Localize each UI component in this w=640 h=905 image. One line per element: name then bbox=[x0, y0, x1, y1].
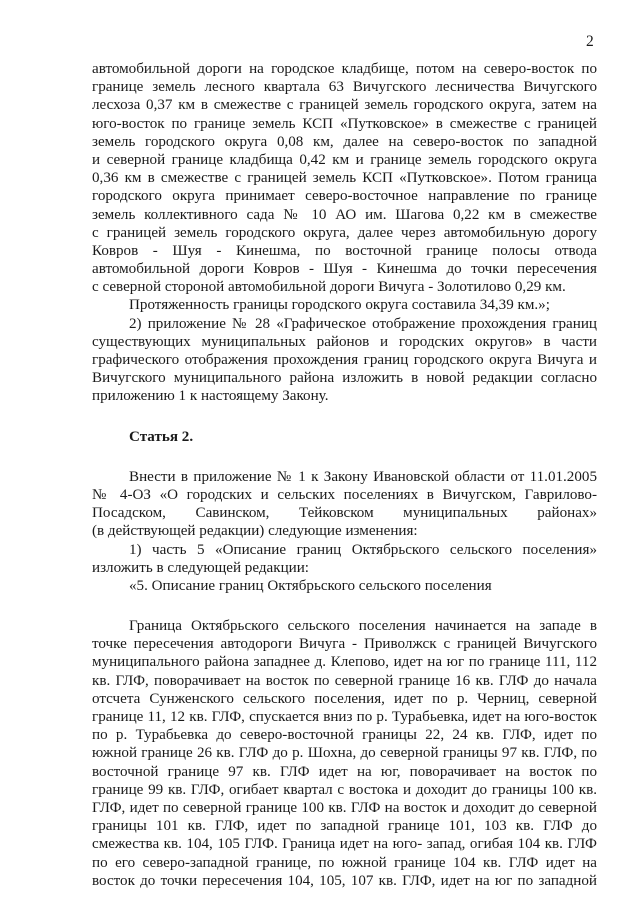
article-heading: Статья 2. bbox=[129, 428, 194, 445]
text-line: по его северо-западной границе, по южной границе 104 кв. ГЛФ идет на bbox=[92, 854, 597, 871]
text-line: (в действующей редакции) следующие изменения: bbox=[92, 523, 418, 540]
text-line: границе 11, 12 кв. ГЛФ, спускается вниз по р. Турабьевка, идет на юго-восток bbox=[92, 709, 597, 726]
text-line: восток до точки пересечения 104, 105, 107 кв. ГЛФ, идет на юг по западной bbox=[92, 872, 597, 889]
page-number: 2 bbox=[586, 33, 594, 50]
text-line: изложить в следующей редакции: bbox=[92, 559, 309, 576]
text-line: отсчета Сунженского сельского поселения, идет по р. Черниц, северной bbox=[92, 690, 597, 707]
paragraph-boundary-continuation bbox=[92, 60, 597, 296]
section-title: «5. Описание границ Октябрьского сельского поселения bbox=[129, 577, 492, 594]
text-line: 0,36 км в смежестве с границей земель КСП «Путковское». Потом граница bbox=[92, 170, 597, 187]
text-line: городского округа принимает северо-восточное направление по границе bbox=[92, 188, 597, 205]
text-line: автомобильной дороги Ковров - Шуя - Кинешма до точки пересечения bbox=[92, 261, 597, 278]
text-line: и северной границе кладбища 0,42 км и границе земель городского округа bbox=[92, 151, 597, 168]
text-line: по р. Турабьевка до северо-восточной границы 22, 24 кв. ГЛФ, идет по bbox=[92, 727, 597, 744]
paragraph-part-5 bbox=[92, 541, 597, 577]
text-line: Посадском, Савинском, Тейковском муниципальных районах» bbox=[92, 505, 597, 522]
text-line: приложению 1 к настоящему Закону. bbox=[92, 388, 329, 405]
text-line: № 4-ОЗ «О городских и сельских поселениях в Вичугском, Гаврилово- bbox=[92, 486, 597, 503]
text-line: ГЛФ, идет по северной границе 100 кв. ГЛФ на восток и доходит до северной bbox=[92, 799, 597, 816]
paragraph-item-2 bbox=[92, 315, 597, 406]
text-line: земель городского округа 0,08 км, далее на северо-восток по западной bbox=[92, 133, 597, 150]
text-line: существующих муниципальных районов и городских округов» в части bbox=[92, 333, 597, 350]
text-line: смежества кв. 104, 105 ГЛФ. Граница идет на юго- запад, огибая 104 кв. ГЛФ bbox=[92, 836, 597, 853]
text-line: границе 99 кв. ГЛФ, огибает квартал с востока и доходит до границы 100 кв. bbox=[92, 781, 597, 798]
text-line: муниципального района западнее д. Клепово, идет на юг по границе 111, 112 bbox=[92, 654, 597, 671]
text-line: графического отображения прохождения границ городского округа Вичуга и bbox=[92, 352, 597, 368]
paragraph-settlement-boundary bbox=[92, 617, 597, 890]
text-line: кв. ГЛФ, поворачивает на восток по северной границе 16 кв. ГЛФ до начала bbox=[92, 672, 597, 689]
text-line: автомобильной дороги на городское кладбище, потом на северо-восток по bbox=[92, 61, 597, 77]
text-line: юго-восток по границе земель КСП «Путковское» в смежестве с границей bbox=[92, 115, 597, 132]
text-line: восточной границе 97 кв. ГЛФ идет на юг, поворачивает на восток по bbox=[92, 763, 597, 780]
text-line: Граница Октябрьского сельского поселения начинается на западе в bbox=[129, 618, 597, 635]
text-line: Вичугского муниципального района изложить в новой редакции согласно bbox=[92, 370, 597, 387]
text-line: Внести в приложение № 1 к Закону Ивановской области от 11.01.2005 bbox=[129, 468, 597, 485]
paragraph-article-body bbox=[92, 468, 597, 541]
text-line: южной границе 26 кв. ГЛФ до р. Шохна, до северной границы 97 кв. ГЛФ, по bbox=[92, 745, 597, 762]
boundary-length-line: Протяженность границы городского округа составила 34,39 км.»; bbox=[129, 297, 550, 314]
text-line: с северной стороной автомобильной дороги Вичуга - Золотилово 0,29 км. bbox=[92, 279, 566, 296]
document-body bbox=[92, 60, 597, 890]
text-line: Ковров - Шуя - Кинешма, по восточной границе полосы отвода bbox=[92, 242, 597, 259]
text-line: 2) приложение № 28 «Графическое отображение прохождения границ bbox=[129, 315, 597, 332]
text-line: лесхоза 0,37 км в смежестве с границей земель городского округа, затем на bbox=[92, 97, 597, 114]
text-line: с границей земель городского округа, далее через автомобильную дорогу bbox=[92, 224, 597, 241]
text-line: точке пересечения автодороги Вичуга - Приволжск с границей Вичугского bbox=[92, 636, 597, 653]
text-line: 1) часть 5 «Описание границ Октябрьского сельского поселения» bbox=[129, 541, 597, 558]
text-line: границе земель лесного квартала 63 Вичугского лесничества Вичугского bbox=[92, 79, 597, 96]
text-line: границы 101 кв. ГЛФ, идет по западной границе 101, 103 кв. ГЛФ до bbox=[92, 818, 597, 835]
text-line: земель коллективного сада № 10 АО им. Шагова 0,22 км в смежестве bbox=[92, 206, 597, 223]
